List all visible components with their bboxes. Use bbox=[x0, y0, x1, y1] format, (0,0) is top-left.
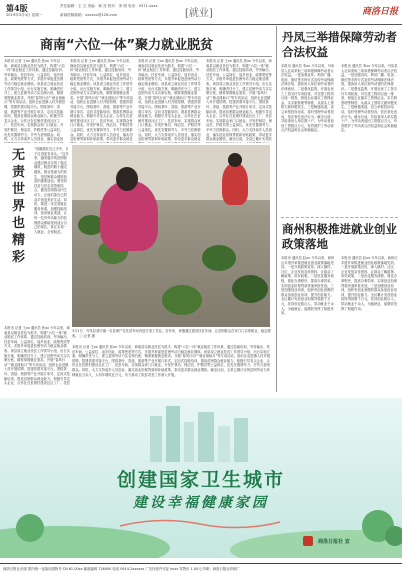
right-headline-2: 商州积极推进就业创业政策落地 bbox=[282, 222, 397, 251]
commentary-headline: 无责世界也精彩 bbox=[12, 148, 26, 265]
column-divider bbox=[276, 26, 277, 392]
article-separator bbox=[281, 217, 398, 218]
main-body-cont1: 本报讯 记者 王xx 通讯员 张xx 今年以来，商南县以就业扶贫为抓手，构建“六位一体”就业脱贫工作体系，通过技能培训、劳务输出、扶贫车间、公益岗位、返乡创业、政策兜底等方式，多措并举促进贫困劳动力稳定就业增收。该县成立就业扶贫工作领导小组，出台实施方案，明确责任分工，建立贫困劳动力实名制台账，精准掌握就业需求。开展“春风行动”“就业援助月”等专项活动，组织企业进镇入村开展招聘，搭建供需对接平台。围绕茶叶、香菇、旅游等产业开展订单式、定向式技能培训，提高贫困群众就业能力。积极引导龙头企业、合作社在贫困村建设社区工厂、扶贫 bbox=[4, 326, 70, 386]
submission-email: 新闻投稿邮箱：xxxxxx@126.com bbox=[60, 13, 118, 17]
main-body-col2: 本报讯 记者 王xx 通讯员 张xx 今年以来，商南县以就业扶贫为抓手，构建“六位一体”就业脱贫工作体系，通过技能培训、劳务输出、扶贫车间、公益岗位、返乡创业、政策兜底等方式，多措并举促进贫困劳动力稳定就业增收。该县成立就业扶贫工作领导小组，出台实施方案，明确责任分工，建立贫困劳动力实名制台账，精准掌握就业需求。开展“春风行动”“就业援助月”等专项活动，组织企业进镇入村开展招聘，搭建供需对接平台。围绕茶叶、香菇、旅游等产业开展订单式、定向式技能培训，提高贫困群众就业能力。积极引导龙头企业、合作社在贫困村建设社区工厂、扶贫车间，实现群众家门口就业。开发护林员、保洁员、护路员等公益岗位，优先安置弱劳力、半劳力贫困群众。同时，大力支持返乡人员创业，落实创业担保贷款和补贴政策，带动更多群众就业 bbox=[70, 59, 133, 142]
page-header bbox=[0, 0, 402, 25]
banner-title: 创建国家卫生城市 bbox=[116, 469, 285, 491]
commentary-body: “饭碗端在自己手中，日子过得更有奔头。”近年来，越来越多的贫困群众通过就业实现了稳定增收，脱贫的路子越走越宽。就业是最大的民生，是贫困群众增收致富的重要途径。要坚持扶贫与扶志扶智相结合，激发贫困群众内生动力，让他们靠自己的双手创造美好生活。同时，要进一步完善就业服务体系，加强技能培训，拓宽就业渠道，让每一位有劳动能力的贫困群众都能找到适合自己的岗位，真正实现一人就业、全家脱贫。 bbox=[34, 147, 69, 234]
edition-number: 第4版 bbox=[6, 3, 28, 13]
publisher-mark-icon bbox=[303, 536, 313, 546]
section-title: [就业] bbox=[185, 8, 213, 19]
banner-subtitle: 建设幸福健康家园 bbox=[133, 495, 269, 511]
public-service-banner bbox=[0, 398, 402, 558]
news-photo bbox=[72, 145, 270, 327]
issue-date: 2019年3月4日 星期一 bbox=[6, 13, 43, 17]
right1-body-col1: 本报讯 通讯员 李xx 今年以来，丹凤县人社局采取三项举措保障劳动者合法权益。一是加强宣传，利用广播、电视、微信等多种方式宣传劳动保障法律法规，提高用人单位和劳动者的法律意识。二是强化监察，开展农民工工资支付专项检查，对在建工程项目逐一排查，督促企业落实工资保证金、实名制管理等制度，从源头上预防欠薪问题发生。三是畅通渠道，设立举报投诉电话，及时受理劳动者投诉，依法查处违法行为。截至目前，共检查用人单位数十户，为劳动者追回工资数百万元，有效维护了劳动者合法权益和社会和谐稳定。 bbox=[281, 64, 335, 133]
right2-body-col1: 本报讯 通讯员 赵xx 今年以来，商州区多措并举推进就业创业政策落地见效。一是开展政策宣传，深入镇村、社区、企业发放宣传资料，让群众了解政策、用好政策。二是优化服务流程，简化办事程序，提高办事效率，实现创业担保贷款快速审批发放。三是加强创业培训，组织有创业意愿的群众参加创业培训，提升创业能力。全区累计发放创业担保贷款数千万元，扶持创业数百人，带动就业千余人，为稳就业、促增收发挥了积极作用。 bbox=[281, 256, 335, 316]
editor-credits: 责任编辑：王 文 美编：杨 亮 校对：李 明 电话：0371-xxxx bbox=[60, 4, 158, 8]
main-body-col1: 本报讯 记者 王xx 通讯员 张xx 今年以来，商南县以就业扶贫为抓手，构建“六位一体”就业脱贫工作体系，通过技能培训、劳务输出、扶贫车间、公益岗位、返乡创业、政策兜底等方式，多措并举促进贫困劳动力稳定就业增收。该县成立就业扶贫工作领导小组，出台实施方案，明确责任分工，建立贫困劳动力实名制台账，精准掌握就业需求。开展“春风行动”“就业援助月”等专项活动，组织企业进镇入村开展招聘，搭建供需对接平台。围绕茶叶、香菇、旅游等产业开展订单式、定向式技能培训，提高贫困群众就业能力。积极引导龙头企业、合作社在贫困村建设社区工厂、扶贫车间，实现群众家门口就业。开发护林员、保洁员、护路员等公益岗位，优先安置弱劳力、半劳力贫困群众。同时，大力支持返乡人员创业，落实创业担 bbox=[4, 59, 66, 142]
photo-caption: 3月1日，丹凤县茶坊镇一名贫困户在扶贫车间内进行加工作业。近年来，该镇通过建设扶贫车间，让贫困群众在家门口实现就业，稳定增收。 □ 记者 摄 bbox=[72, 329, 271, 338]
page-footer: 商洛日报社出版 国内统一连续出版物号 CN 61-00xx 邮政编码 726000 电话 0914-2xxxxxx 广告经营许可证 xxxx 零售价 1.00元 印刷：商洛日报社印刷厂 bbox=[0, 563, 402, 575]
main-body-col3: 本报讯 记者 王xx 通讯员 张xx 今年以来，商南县以就业扶贫为抓手，构建“六位一体”就业脱贫工作体系，通过技能培训、劳务输出、扶贫车间、公益岗位、返乡创业、政策兜底等方式，多措并举促进贫困劳动力稳定就业增收。该县成立就业扶贫工作领导小组，出台实施方案，明确责任分工，建立贫困劳动力实名制台账，精准掌握就业需求。开展“春风行动”“就业援助月”等专项活动，组织企业进镇入村开展招聘，搭建供需对接平台。围绕茶叶、香菇、旅游等产业开展订单式、定向式技能培训，提高贫困群众就业能力。积极引导龙头企业、合作社在贫困村建设社区工厂、扶贫车间，实现群众家门口就业。开发护林员、保洁员、护路员等公益岗位，优先安置弱劳力、半劳力贫困群众。同时，大力支持返乡人员创业，落实创业担保贷款和补贴政策，带动更多群众就业 bbox=[138, 59, 201, 142]
divider bbox=[4, 56, 272, 57]
right2-body-col2: 本报讯 通讯员 赵xx 今年以来，商州区多措并举推进就业创业政策落地见效。一是开展政策宣传，深入镇村、社区、企业发放宣传资料，让群众了解政策、用好政策。二是优化服务流程，简化办事程序，提高办事效率，实现创业担保贷款快速审批发放。三是加强创业培训，组织有创业意愿的群众参加创业培训，提升创业能力。全区累计发放创业担保贷款数千万元，扶持创业数百人，带动就业千余人，为稳就业、促增收发挥了积极作用。 bbox=[341, 256, 398, 311]
newspaper-logo: 商洛日报 bbox=[361, 7, 398, 17]
main-body-cont2: 本报讯 记者 王xx 通讯员 张xx 今年以来，商南县以就业扶贫为抓手，构建“六位一体”就业脱贫工作体系，通过技能培训、劳务输出、扶贫车间、公益岗位、返乡创业、政策兜底等方式，多措并举促进贫困劳动力稳定就业增收。该县成立就业扶贫工作领导小组，出台实施方案，明确责任分工，建立贫困劳动力实名制台账，精准掌握就业需求。开展“春风行动”“就业援助月”等专项活动，组织企业进镇入村开展招聘，搭建供需对接平台。围绕茶叶、香菇、旅游等产业开展订单式、定向式技能培训，提高贫困群众就业能力。积极引导龙头企业、合作社在贫困村建设社区工厂、扶贫车间，实现群众家门口就业。开发护林员、保洁员、护路员等公益岗位，优先安置弱劳力、半劳力贫困群众。同时，大力支持返乡人员创业，落实创业担保贷款和补贴政策，带动更多群众就业增收。截至目前，全县已累计实现贫困劳动力转移就业万余人，人均年增收近万元，有力推动了脱贫攻坚工作深入开展。 bbox=[72, 345, 271, 377]
main-headline: 商南“六位一体”聚力就业脱贫 bbox=[40, 38, 214, 53]
right1-body-col2: 本报讯 通讯员 李xx 今年以来，丹凤县人社局采取三项举措保障劳动者合法权益。一是加强宣传，利用广播、电视、微信等多种方式宣传劳动保障法律法规，提高用人单位和劳动者的法律意识。二是强化监察，开展农民工工资支付专项检查，对在建工程项目逐一排查，督促企业落实工资保证金、实名制管理等制度，从源头上预防欠薪问题发生。三是畅通渠道，设立举报投诉电话，及时受理劳动者投诉，依法查处违法行为。截至目前，共检查用人单位数十户，为劳动者追回工资数百万元，有效维护了劳动者合法权益和社会和谐稳定。 bbox=[341, 64, 398, 133]
banner-signature: 商洛日报社 宣 bbox=[318, 539, 350, 545]
main-body-col4: 本报讯 记者 王xx 通讯员 张xx 今年以来，商南县以就业扶贫为抓手，构建“六位一体”就业脱贫工作体系，通过技能培训、劳务输出、扶贫车间、公益岗位、返乡创业、政策兜底等方式，多措并举促进贫困劳动力稳定就业增收。该县成立就业扶贫工作领导小组，出台实施方案，明确责任分工，建立贫困劳动力实名制台账，精准掌握就业需求。开展“春风行动”“就业援助月”等专项活动，组织企业进镇入村开展招聘，搭建供需对接平台。围绕茶叶、香菇、旅游等产业开展订单式、定向式技能培训，提高贫困群众就业能力。积极引导龙头企业、合作社在贫困村建设社区工厂、扶贫车间，实现群众家门口就业。开发护林员、保洁员、护路员等公益岗位，优先安置弱劳力、半劳力贫困群众。同时，大力支持返乡人员创业，落实创业担保贷款和补贴政策，带动更多群众就业增收。截至目前，全县已累计实现贫 bbox=[206, 59, 272, 142]
right-headline-1: 丹凤三举措保障劳动者合法权益 bbox=[282, 30, 397, 59]
